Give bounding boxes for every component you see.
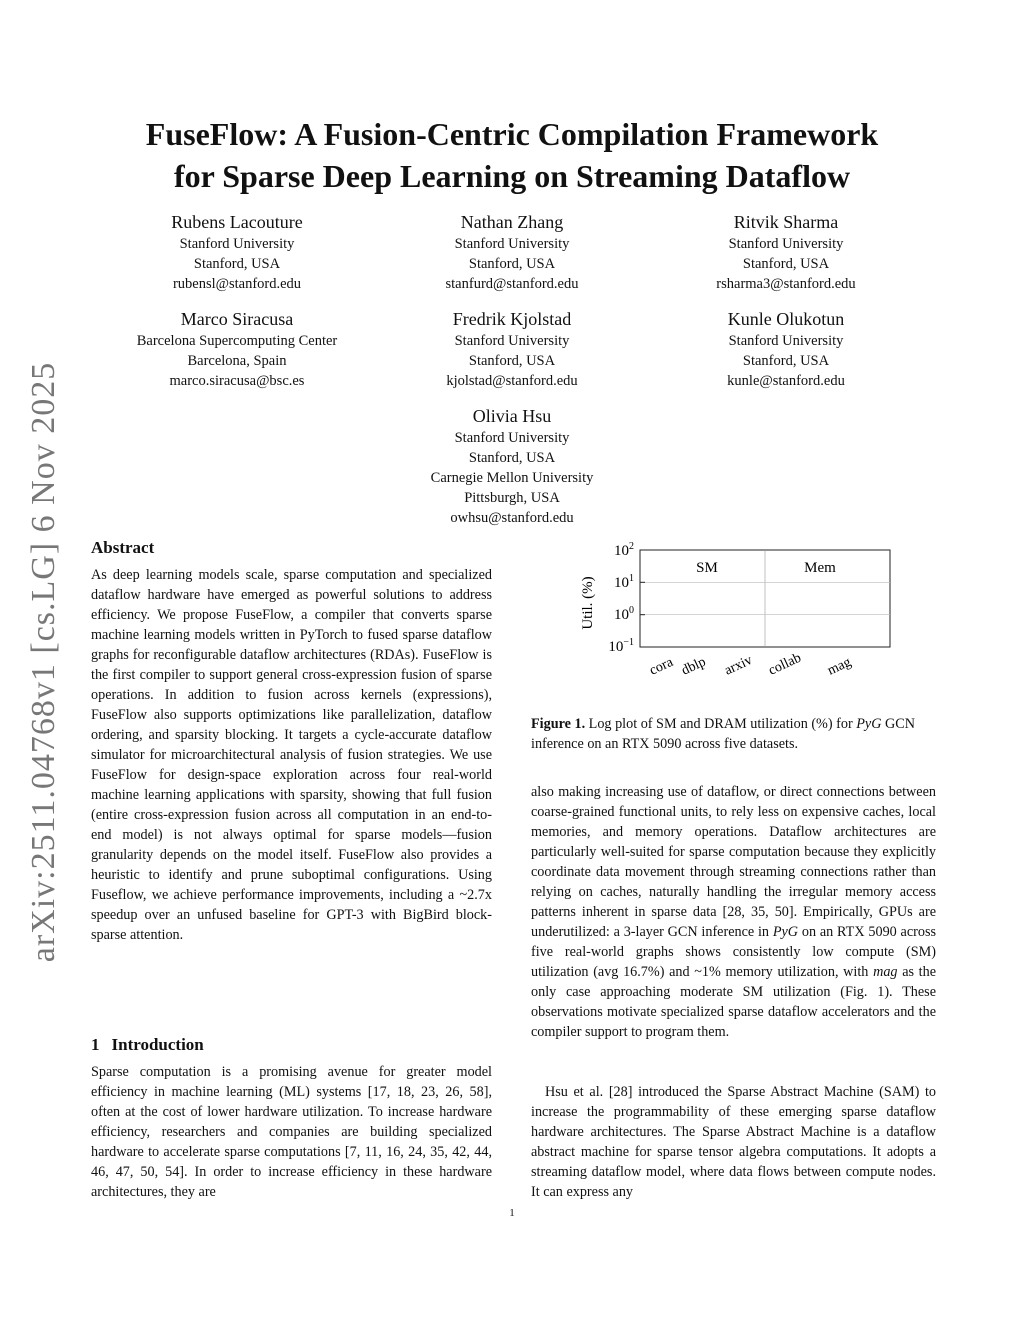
para-text: also making increasing use of dataflow, or direct connections between coarse-grained functional units, to rely less on expensive caches, local memories, and memory operations. Dataflow architectures are particularly well-suited for sparse computation because they explicitly coordinate data movement through streaming connections rather than relying on caches, naturally handling the irregular memory access patterns inherent in sparse data [28, 35, 50]. Empirically, GPUs are underutilized: a 3-layer GCN inference in: [531, 784, 936, 940]
section-heading: [91, 1035, 216, 1055]
author-block: [362, 307, 662, 391]
author-location: Stanford, USA: [468, 353, 556, 369]
author-location-2: Pittsburgh, USA: [464, 490, 560, 506]
para-italic: mag: [873, 964, 898, 980]
author-location: Stanford, USA: [468, 256, 556, 272]
author-block: [362, 404, 662, 528]
caption-text-post: GCN inference on an RTX 5090 across five datasets.: [531, 716, 915, 752]
author-block: [636, 307, 936, 391]
author-affiliation-2: Carnegie Mellon University: [430, 470, 594, 486]
author-affiliation: Stanford University: [179, 236, 295, 252]
author-name: Nathan Zhang: [460, 212, 564, 232]
author-affiliation: Stanford University: [728, 236, 844, 252]
author-block: [362, 210, 662, 294]
x-tick-label: mag: [825, 654, 854, 679]
author-affiliation: Barcelona Supercomputing Center: [136, 333, 338, 349]
y-tick-label: $10^{-1}$: [608, 637, 634, 655]
title-line-2: for Sparse Deep Learning on Streaming Dataflow: [173, 158, 851, 194]
author-email: rubensl@stanford.edu: [172, 276, 302, 292]
right-paragraph-2: Hsu et al. [28] introduced the Sparse Abstract Machine (SAM) to increase the programmability of these emerging sparse dataflow hardware architectures. The Sparse Abstract Machine is a dataflow abstract machine for sparse tensor algebra computations. It adopts a streaming dataflow model, where data flows between compute nodes. It can express any: [531, 1084, 936, 1200]
x-tick-label: cora: [647, 654, 676, 679]
para-text: on an RTX 5090 across five real-world graphs shows consistently low compute (SM) utilization (avg 16.7%) and ~1% memory utilization, with: [531, 924, 937, 980]
author-location: Stanford, USA: [193, 256, 281, 272]
author-block: [636, 210, 936, 294]
author-affiliation: Stanford University: [728, 333, 844, 349]
caption-text-pre: Log plot of SM and DRAM utilization (%) for: [588, 716, 853, 732]
author-email: rsharma3@stanford.edu: [716, 276, 856, 292]
abstract-text: As deep learning models scale, sparse computation and specialized dataflow hardware have emerged as powerful solutions to address efficiency. We propose FuseFlow, a compiler that converts sparse machine learning models written in PyTorch to fused sparse dataflow graphs for reconfigurable dataflow architectures (RDAs). FuseFlow is the first compiler to support general cross-expression fusion of sparse operations. In addition to fusion across kernels (expressions), FuseFlow also supports optimizations like parallelization, dataflow ordering, and sparsity blocking. It targets a cycle-accurate dataflow simulator for microarchitectural analysis of fusion strategies. We use FuseFlow for design-space exploration across four real-world machine learning applications with sparsity, showing that full fusion (entire cross-expression fusion across all computation in an end-to-end model) is not always optimal for sparse models—fusion granularity depends on the model itself. FuseFlow also provides a heuristic to identify and prune suboptimal configurations. Using Fuseflow, we achieve performance improvements, including a ~2.7x speedup over an unfused baseline for GPT-3 with BigBird block-sparse attention.: [91, 567, 492, 943]
y-tick-label: $10^0$: [614, 605, 634, 623]
author-name: Ritvik Sharma: [733, 212, 839, 232]
section-title: Introduction: [111, 1035, 204, 1054]
section-number: 1: [91, 1035, 100, 1054]
y-axis-label: Util. (%): [580, 576, 596, 630]
right-paragraph-1: [531, 782, 936, 1042]
caption-label: Figure 1.: [531, 716, 586, 732]
author-email: stanfurd@stanford.edu: [445, 276, 579, 292]
y-tick-label: $10^1$: [614, 573, 634, 591]
title-line-1: FuseFlow: A Fusion-Centric Compilation Framework: [145, 116, 879, 152]
author-block: [87, 210, 387, 294]
panel-label-sm: SM: [696, 560, 718, 576]
x-tick-label: dblp: [679, 654, 709, 679]
figure-1-chart: [560, 535, 900, 695]
author-email: kunle@stanford.edu: [727, 373, 845, 389]
author-block: [87, 307, 387, 391]
para-text: as the only case approaching moderate SM utilization (Fig. 1). These observations motivate specialized sparse dataflow accelerators and the compiler support to program them.: [531, 964, 937, 1040]
author-location: Stanford, USA: [468, 450, 556, 466]
author-email: owhsu@stanford.edu: [450, 510, 574, 526]
author-email: kjolstad@stanford.edu: [446, 373, 578, 389]
panel-label-mem: Mem: [804, 560, 836, 576]
author-name: Fredrik Kjolstad: [452, 309, 572, 329]
caption-text-italic: PyG: [856, 716, 882, 732]
author-location: Stanford, USA: [742, 353, 830, 369]
author-email: marco.siracusa@bsc.es: [169, 373, 305, 389]
author-affiliation: Stanford University: [454, 430, 570, 446]
paper-title: [80, 113, 944, 197]
abstract-heading: Abstract: [91, 538, 155, 557]
page-number: 1: [509, 1207, 515, 1219]
author-location: Stanford, USA: [742, 256, 830, 272]
author-affiliation: Stanford University: [454, 333, 570, 349]
y-tick-label: $10^2$: [614, 541, 634, 559]
figure-1-caption: [531, 714, 936, 754]
arxiv-identifier: arXiv:2511.04768v1 [cs.LG] 6 Nov 2025: [25, 361, 62, 963]
x-tick-label: collab: [766, 650, 804, 679]
author-affiliation: Stanford University: [454, 236, 570, 252]
author-name: Marco Siracusa: [180, 309, 294, 329]
para-italic: PyG: [772, 924, 799, 940]
author-location: Barcelona, Spain: [187, 353, 287, 369]
author-name: Kunle Olukotun: [727, 309, 845, 329]
intro-paragraph: Sparse computation is a promising avenue for greater model efficiency in machine learning (ML) systems [17, 18, 23, 26, 58], often at the cost of lower hardware utilization. To increase hardware efficiency, researchers and companies are building specialized hardware to accelerate sparse computations [7, 11, 16, 24, 35, 42, 44, 46, 47, 50, 54]. In order to increase efficiency in these hardware architectures, they are: [91, 1064, 492, 1200]
author-name: Olivia Hsu: [472, 406, 552, 426]
author-name: Rubens Lacouture: [171, 212, 303, 232]
x-tick-label: arxiv: [722, 652, 755, 679]
